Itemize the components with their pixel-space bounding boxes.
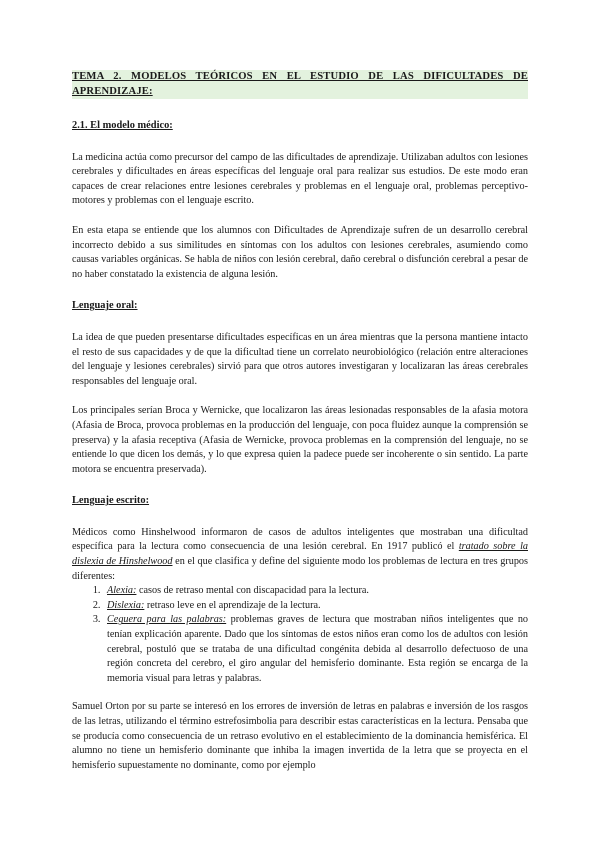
section-heading-oral-language: Lenguaje oral: (72, 300, 138, 312)
paragraph-medical-1: La medicina actúa como precursor del campo de las dificultades de aprendizaje. Utilizaban adultos con lesiones cerebrales y dificultades en áreas específicas del lenguaje oral para realizar sus estudios. De este modo eran capaces de crear relaciones entre lesiones cerebrales y problemas en el lenguaje oral, problemas perceptivo-motores y problemas con el lenguaje escrito. (72, 151, 528, 207)
intro-text-b: en el que clasifica y define del siguiente modo los problemas de lectura en tres grupos diferentes: (72, 556, 528, 582)
list-item-text: retraso leve en el aprendizaje de la lectura. (144, 599, 321, 611)
list-item-text: problemas graves de lectura que mostraban niños inteligentes que no tenían explicación aparente. Dado que los síntomas de estos niños eran como los de adultos con lesión cerebral, postuló que se trataba de una dificultad congénita debida al desarrollo defectuoso de una región concreta del cerebro, el giro angular del hemisferio dominante. Esta región se encarga de la memoria visual para letras y palabras. (107, 614, 529, 684)
intro-text-a: Médicos como Hinshelwood informaron de casos de adultos inteligentes que mostraban una dificultad específica para la lectura como consecuencia de una lesión cerebral. En 1917 publicó el (72, 526, 528, 553)
list-item (103, 584, 528, 599)
section-heading-medical-model: 2.1. El modelo médico: (72, 120, 173, 131)
list-item-text: casos de retraso mental con discapacidad para la lectura. (136, 585, 369, 597)
paragraph-oral-2: Los principales serían Broca y Wernicke, que localizaron las áreas lesionadas responsables de la afasia motora (Afasia de Broca, provoca problemas en la producción del lenguaje, con poca fluidez aunque la comprensión se preserva) y la afasia receptiva (Afasia de Wernicke, provoca problemas en la comprensión del lenguaje, no se entiende lo que dicen los demás, y lo que expresa quien la padece puede ser incoherente o sin sentido. La parte motora se encuentra preservada). (72, 405, 528, 475)
list-item-term: Ceguera para las palabras: (107, 614, 227, 626)
list-item-term: Alexia: (107, 585, 137, 597)
paragraph-oral-1: La idea de que pueden presentarse dificultades específicas en un área mientras que la persona mantiene intacto el resto de sus capacidades y de que la dificultad tiene un correlato neurobiológico (relación entre alteraciones del lenguaje y lesiones cerebrales) sirvió para que otros autores investigaran y localizaran las áreas cerebrales responsables del lenguaje oral. (72, 331, 528, 387)
document-title: TEMA 2. MODELOS TEÓRICOS EN EL ESTUDIO DE LAS DIFICULTADES DE APRENDIZAJE: (72, 70, 528, 99)
list-item-term: Dislexia: (107, 599, 145, 611)
section-heading-written-language: Lenguaje escrito: (72, 495, 150, 507)
intro-italic-title: tratado sobre la dislexia de Hinshelwood (72, 541, 528, 568)
list-item (103, 613, 528, 686)
list-item (103, 599, 528, 614)
paragraph-written-intro (72, 526, 528, 584)
paragraph-medical-2: En esta etapa se entiende que los alumnos con Dificultades de Aprendizaje sufren de un desarrollo cerebral incorrecto debido a sus similitudes en síntomas con los adultos con lesiones cerebrales, asumiendo como causas variables orgánicas. Se habla de niños con lesión cerebral, daño cerebral o disfunción cerebral a pesar de no haber constatado la existencia de alguna lesión. (72, 224, 528, 280)
reading-problems-list (72, 584, 528, 686)
paragraph-orton: Samuel Orton por su parte se interesó en los errores de inversión de letras en palabras e inversión de los rasgos de las letras, utilizando el término estrefosimbolia para describir estas características en la lectura. Pensaba que se producía como consecuencia de un retraso evolutivo en el establecimiento de la dominancia hemisférica. El alumno no tiene un hemisferio dominante que inhiba la imagen invertida de la letra que se proyecta en el hemisferio supuestamente no dominante, como por ejemplo (72, 701, 528, 771)
